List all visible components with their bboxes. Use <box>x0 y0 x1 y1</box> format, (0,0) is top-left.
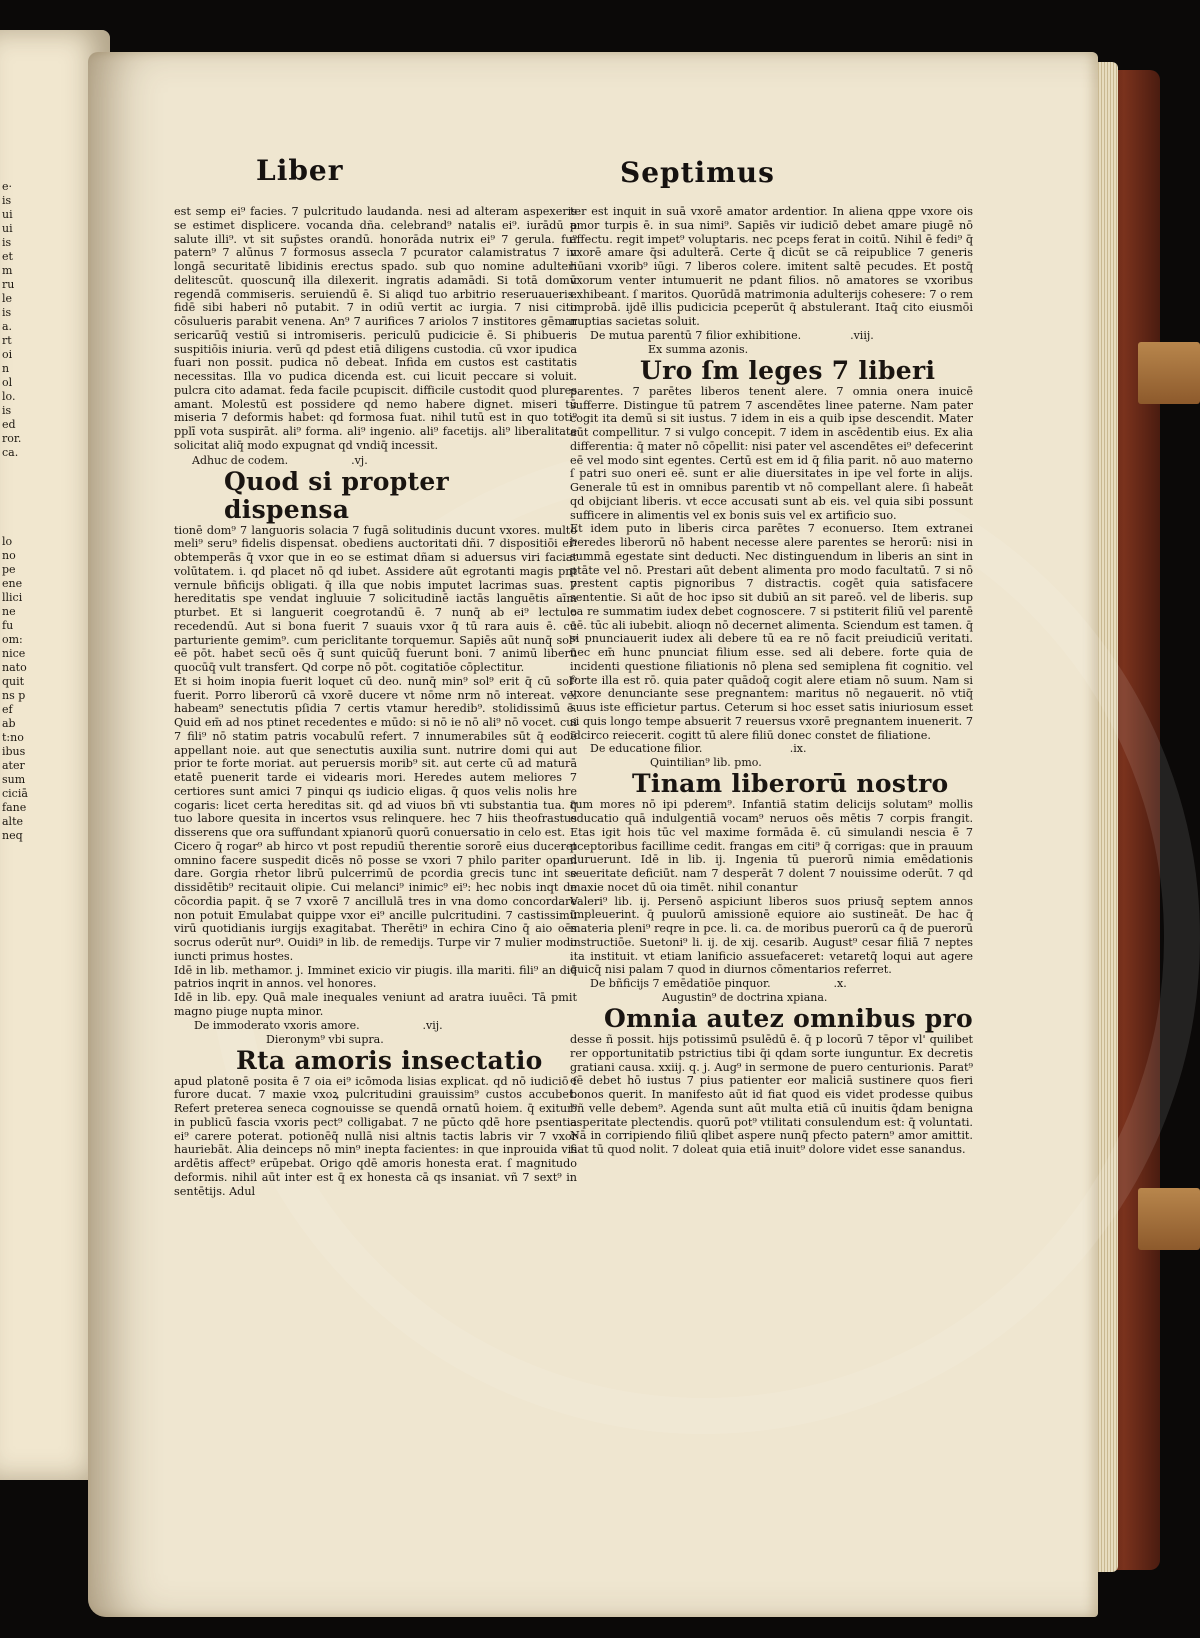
section-number: .viij. <box>850 328 874 342</box>
section-heading <box>174 1019 577 1033</box>
margin-fragment: fu <box>2 619 14 632</box>
section-number: .vij. <box>422 1018 443 1032</box>
margin-fragment: ui <box>2 222 13 235</box>
left-page-fragments-top <box>2 180 22 460</box>
text-column-right <box>570 205 973 1157</box>
section-title: Adhuc de codem. <box>192 453 289 467</box>
margin-fragment: llici <box>2 591 23 604</box>
section-heading <box>570 742 973 756</box>
running-head-right: Septimus <box>620 156 775 189</box>
paragraph: ter est inquit in suā vxorē amator ardentior. In aliena qppe vxore ois amor turpis ē. in sua nimi⁹. Sapiēs vir iudiciō debet amare piugē nō affectu. regit impet⁹ voluptaris. nec pceps ferat in coitū. Nihil ē fedi⁹ q̄ vxorē amare q̄si adulterā. Certe q̄ dicūt se cā reipublice 7 generis hūani vxorib⁹ iūgi. 7 liberos colere. imitent saltē pecudes. Et postq̄ vxorum venter intumuerit ne pdant filios. nō amatores se vxoribus exhibeant. ſ maritos. Quorūdā matrimonia adulterijs cohesere: 7 o rem improbā. ijdē illis pudicicia pceperūt q̄ abstulerant. Itaq̄ cito eiusmōi nuptias sacietas soluit. <box>570 205 973 328</box>
section-author: Augustin⁹ de doctrina xpiana. <box>662 991 828 1004</box>
margin-fragment: is <box>2 306 12 319</box>
margin-fragment: ui <box>2 208 13 221</box>
margin-fragment: ibus <box>2 745 26 758</box>
initial-heading: Tinam liberorū nostro <box>632 769 949 799</box>
margin-fragment: t:no <box>2 731 24 744</box>
section-number: .vj. <box>351 453 368 467</box>
running-head-left: Liber <box>256 154 344 187</box>
margin-fragment: is <box>2 194 12 207</box>
clasp-strap-top <box>1138 342 1200 404</box>
margin-fragment: nice <box>2 647 26 660</box>
margin-fragment: pe <box>2 563 16 576</box>
margin-fragment: ru <box>2 278 15 291</box>
paragraph: desse ñ possit. hijs potissimū psulēdū ē. q̄ p locorū 7 tēpor vl' quilibet rer opportunitatib pstrictius tibi q̄i qdam sorte iunguntur. Ex decretis gratiani causa. xxiij. q. j. Aug⁹ in sermone de puero centurionis. Parat⁹ eē debet hō iustus 7 pius patienter eor maliciā sustinere quos fieri bonos querit. In manifesto aūt id fiat quod eis videt prodesse quibus bñ velle debem⁹. Agenda sunt aūt multa etiā cū inuitis q̄dam benigna asperitate plectendis. quorū pot⁹ vtilitati consulendum est: q̄ voluntati. Nā in corripiendo filiū qlibet aspere nunq̄ pfecto patern⁹ amor amittit. fiat tū quod nolit. 7 doleat quia etiā inuit⁹ dolore videt esse sanandus. <box>570 1033 973 1156</box>
initial-heading: Uro ſm leges 7 liberi <box>640 355 936 385</box>
section-heading <box>570 329 973 343</box>
margin-fragment: ene <box>2 577 23 590</box>
section-number: .ix. <box>789 742 807 756</box>
paragraph: tionē dom⁹ 7 languoris solacia 7 fugā solitudinis ducunt vxores. multo meli⁹ seru⁹ fidelis dispensat. obediens auctoritati dñi. 7 dispositiōi ei⁹ obtemperās q̄ vxor que in eo se estimat dñam si aduersus viri faciat volūtatem. i. qd placet nō qd iubet. Assidere aūt egrotanti magis pnt vernule bñficijs obligati. q̄ illa que nobis imputet lacrimas suas. 7 hereditatis spe vendat ingluuie 7 solicitudinē iactās languētis aīm pturbet. Et si languerit coegrotandū ē. 7 nunq̄ ab ei⁹ lectulo recedendū. Aut si bona fuerit 7 suauis vxor q̄ tū rara auis ē. cū parturiente gemim⁹. cum periclitante torquemur. Sapiēs aūt nunq̄ sol⁹ eē pōt. habet secū oēs q̄ sunt quicūq̄ fuerunt boni. 7 animū liberū quocūq̄ vult transfert. Qd corpe nō pōt. cogitatiōe cōplectitur. <box>174 523 577 674</box>
section-heading <box>570 977 973 991</box>
margin-fragment: ns p <box>2 689 26 702</box>
left-page-fragments-middle <box>2 535 28 843</box>
margin-fragment: ca. <box>2 446 19 459</box>
text-column-left <box>174 205 577 1198</box>
section-title: De educatione filior. <box>590 742 703 756</box>
margin-fragment: e· <box>2 180 13 193</box>
margin-fragment: no <box>2 549 16 562</box>
paragraph: Idē in lib. epy. Quā male inequales veniunt ad aratra iuuēci. Tā pmit magno piuge nupta minor. <box>174 991 577 1018</box>
section-title: De mutua parentū 7 filior exhibitione. <box>590 328 802 342</box>
margin-fragment: alte <box>2 815 24 828</box>
initial-heading: Rta amoris insectatio <box>236 1045 543 1075</box>
paragraph: rum mores nō ipi pderem⁹. Infantiā statim delicijs solutam⁹ mollis educatio quā indulgentiā vocam⁹ neruos oēs mētis 7 corpis frangit. Etas igit hois tūc vel maxime formāda ē. cū simulandi nescia ē 7 pceptoribus facillime cedit. frangas em citi⁹ q̄ corrigas: que in prauum duruerunt. Idē in lib. ij. Ingenia tū puerorū nimia emēdationis seueritate deficiūt. nam 7 desperāt 7 dolent 7 nouissime oderūt. 7 qd maxie nocet dū oia timēt. nihil conantur <box>570 798 973 894</box>
margin-fragment: fane <box>2 801 27 814</box>
margin-fragment: om: <box>2 633 23 646</box>
margin-fragment: oi <box>2 348 13 361</box>
section-author: Quintilian⁹ lib. pmo. <box>650 756 762 770</box>
paragraph: Et si hoim inopia fuerit loquet cū deo. nunq̄ min⁹ sol⁹ erit q̄ cū sol⁹ fuerit. Porro liberorū cā vxorē ducere vt nōme nrm nō intereat. vel habeam⁹ senectutis pſidia 7 certis vtamur heredib⁹. stolidissimū ē. Quid em̄ ad nos ptinet recedentes e mūdo: si nō ie nō ali⁹ nō vocet. cui 7 fili⁹ nō statim patris vocabulū refert. 7 innumerabiles sūt q̄ eodē appellant noie. aut que senectutis auxilia sunt. nutrire domi qui aut prior te forte moriat. aut peruersis morib⁹ sit. aut certe cū ad maturā etatē puenerit tarde ei videaris mori. Heredes autem meliores 7 certiores sunt amici 7 pinqui qs iudicio eligas. q̄ quos velis nolis hre cogaris: licet certa hereditas sit. qd ad viuos bñ vti substantia tua. q̄ tuo labore quesita in incertos vsus relinquere. hec 7 hiis theofrastus disserens que ora suffundant xpianorū quorū conuersatio in celo est. <box>174 674 577 839</box>
paragraph: apud platonē posita ē 7 oia ei⁹ icōmoda lisias explicat. qd nō iudiciō ſ furore ducat. 7 maxie vxoꝝ pulcritudini grauissim⁹ custos accubet. Refert preterea seneca cognouisse se quendā ornatū hoiem. q̄ exitur⁹ in publicū fascia vxoris pect⁹ colligabat. 7 ne pūcto qdē hore psentia ei⁹ carere poterat. potionēq̄ nullā nisi altnis tactis labris vir 7 vxor hauriebāt. Alia deinceps nō min⁹ inepta facientes: in que inprouida vis ardētis affect⁹ erūpebat. Origo qdē amoris honesta erat. ſ magnitudo deformis. nihil aūt inter est q̄ ex honesta cā qs insaniat. vñ 7 sext⁹ in sentētijs. Adul <box>174 1074 577 1198</box>
margin-fragment: ef ab <box>2 703 16 730</box>
margin-fragment: is <box>2 404 12 417</box>
margin-fragment: ne <box>2 605 16 618</box>
initial-heading: Quod si propter dispensa <box>224 466 450 524</box>
right-page <box>88 52 1098 1617</box>
margin-fragment: sum <box>2 773 26 786</box>
margin-fragment: ed <box>2 418 16 431</box>
margin-fragment: quit <box>2 675 25 688</box>
section-title: De immoderato vxoris amore. <box>194 1018 360 1032</box>
clasp-strap-bottom <box>1138 1188 1200 1250</box>
paragraph: Valeri⁹ lib. ij. Persenō aspiciunt liberos suos priusq̄ septem annos impleuerint. q̄ puulorū amissionē equiore aio sustineāt. De hac q̄ materia pleni⁹ reqre in pce. li. ca. de moribus puerorū ca q̄ de puerorū instructiōe. Suetoni⁹ li. ij. de xij. cesarib. August⁹ cesar filiā 7 neptes ita instituit. vt etiam lanificio assuefaceret: vetaretq̄ loqui aut agere quicq̄ nisi palam 7 quod in diurnos cōmentarios referret. <box>570 894 973 977</box>
margin-fragment: nato <box>2 661 27 674</box>
section-number: .x. <box>833 977 847 990</box>
margin-fragment: ror. <box>2 432 22 445</box>
paragraph: Cicero q̄ rogar⁹ ab hirco vt post repudiū therentie sororē eius duceret omnino facere suspedit dicēs nō posse se vxori 7 philo pariter opam dare. Gorgia rhetor librū pulcerrimū de pcordia grecis tunc int se dissidētib⁹ recitauit olipie. Cui melanci⁹ inimic⁹ ei⁹: hec nobis inqt de cōcordia papit. q̄ se 7 vxorē 7 ancillulā tres in vna domo concordare non potuit Emulabat quippe vxor ei⁹ ancille pulcritudini. 7 castissimū virū quotidianis iurgijs exagitabat. Therēti⁹ in echira Cino q̄ aio oēs socrus oderūt nur⁹. Ouidi⁹ in lib. de remedijs. Turpe vir 7 mulier modo iuncti primus hostes. <box>174 839 577 963</box>
section-author: Dieronym⁹ vbi supra. <box>266 1032 384 1046</box>
margin-fragment: neq <box>2 829 23 842</box>
margin-fragment: lo. <box>2 390 16 403</box>
section-heading <box>174 454 577 468</box>
initial-heading: Omnia autez omnibus pro <box>604 1004 973 1033</box>
paragraph: Et idem puto in liberis circa parētes 7 econuerso. Item extranei heredes liberorū nō habent necesse alere parentes se herorū: nisi in summā egestate sint deducti. Nec distinguendum in liberis an sint in ptāte vel nō. Prestari aūt debent alimenta pro modo facultatū. 7 si nō prestent captis pignoribus 7 distractis. cogēt quia satisfacere sententie. Si aūt de hoc ipso sit dubiū an sit pareō. vel de liberis. sup ea re summatim iudex debet cognoscere. 7 si pstiterit filiū vel parentē eē. tūc ali iubebit. alioqn nō decernet alimenta. Sciendum est tamen. q̄ si pnunciauerit iudex ali debere tū ea re nō facit preiudiciū veritati. nec em̄ hunc pnunciat filium esse. sed ali debere. forte quia de incidenti questione filiationis nō plena sed semiplena fit cognitio. vel forte illa est rō. quia pater quādoq̄ cogit alere etiam nō suum. Nam si vxore denunciante sese pregnantem: maritus nō negauerit. nō vtiq̄ suus iste efficietur partus. Ceterum si hoc esset satis iniuriosum esset si quis longo tempe absuerit 7 reuersus vxorē pregnantem inuenerit. 7 idcirco reiecerit. cogitt tū alere filiū donec constet de filiatione. <box>570 522 973 742</box>
margin-fragment: ciciā <box>2 787 28 800</box>
margin-fragment: lo <box>2 535 13 548</box>
margin-fragment: ater <box>2 759 25 772</box>
margin-fragment: m <box>2 264 13 277</box>
margin-fragment: n <box>2 362 10 375</box>
margin-fragment: is <box>2 236 12 249</box>
section-title: De bñficijs 7 emēdatiōe pinquor. <box>590 977 771 990</box>
paragraph: parentes. 7 parētes liberos tenent alere. 7 omnia onera inuicē sufferre. Distingue tū patrem 7 ascendētes linee paterne. Nam pater cogit ita demū si sit iustus. 7 idem in eis a quib ipse descendit. Mater aūt compellitur. 7 si vulgo concepit. 7 idem in ascēdentib eius. Ex alia differentia: q̄ mater nō cōpellit: nisi pater vel ascendētes ei⁹ defecerint eē vel modo sint egentes. Certū est em id q̄ filia parit. nō auo materno ſ patri suo oneri eē. sunt er alie diuersitates in ipe vel forte in alijs. Generale tū est in omnibus parentib vt nō compellant alere. ſi habeāt qd obijciant liberis. vt ecce accusati sunt ab eis. vel quia sibi possunt sufficere in alimentis vel ex bonis suis vel ex artificio suo. <box>570 384 973 522</box>
section-author: Ex summa azonis. <box>648 342 749 356</box>
margin-fragment: le <box>2 292 13 305</box>
margin-fragment: a. <box>2 320 13 333</box>
paragraph: est semp ei⁹ facies. 7 pulcritudo laudanda. nesi ad alteram aspexeris se estimet displicere. vocanda dña. celebrand⁹ natalis ei⁹. iurādū p salute illi⁹. vt sit sup̄stes orandū. honorāda nutrix ei⁹ 7 gerula. fu⁹ patern⁹ 7 alūnus 7 formosus assecla 7 pcurator calamistratus 7 in longā securitatē libidinis erectus spado. sub quo nomine adulteri delitescūt. quoscunq̄ illa dilexerit. ingratis adamādi. Si totā domū regendā commiseris. seruiendū ē. Si aliqd tuo arbitrio reseruaueris. fidē sibi haberi nō putabit. 7 in odiū vertit ac iurgia. 7 nisi cito cōsulueris parabit venena. An⁹ 7 aurifices 7 ariolos 7 institores gēmar sericarūq̄ vestiū si intromiseris. periculū pudicicie ē. Si phibueris suspitiōis iniuria. verū qd pdest etiā diligens custodia. cū vxor ipudica fuari non possit. pudica nō debeat. Infida em custos est castitatis necessitas. Illa vo pudica dicenda est. cui licuit peccare si voluit. pulcra cito adamat. feda facile pcupiscit. difficile custodit quod plures amant. Molestū est possidere qd nemo habere dignet. miseri tū miseria 7 deformis habet: qd formosa fuat. nihil tutū est in quo toti⁹ pplī vota suspirāt. ali⁹ forma. ali⁹ ingenio. ali⁹ facetijs. ali⁹ liberalitate solicitat aliq̄ modo expugnat qd vndiq̄ incessit. <box>174 205 577 452</box>
margin-fragment: ol <box>2 376 13 389</box>
margin-fragment: rt <box>2 334 12 347</box>
margin-fragment: et <box>2 250 13 263</box>
paragraph: Idē in lib. methamor. j. Imminet exicio vir piugis. illa mariti. fili⁹ an diē patrios inqrit in annos. vel honores. <box>174 963 577 991</box>
